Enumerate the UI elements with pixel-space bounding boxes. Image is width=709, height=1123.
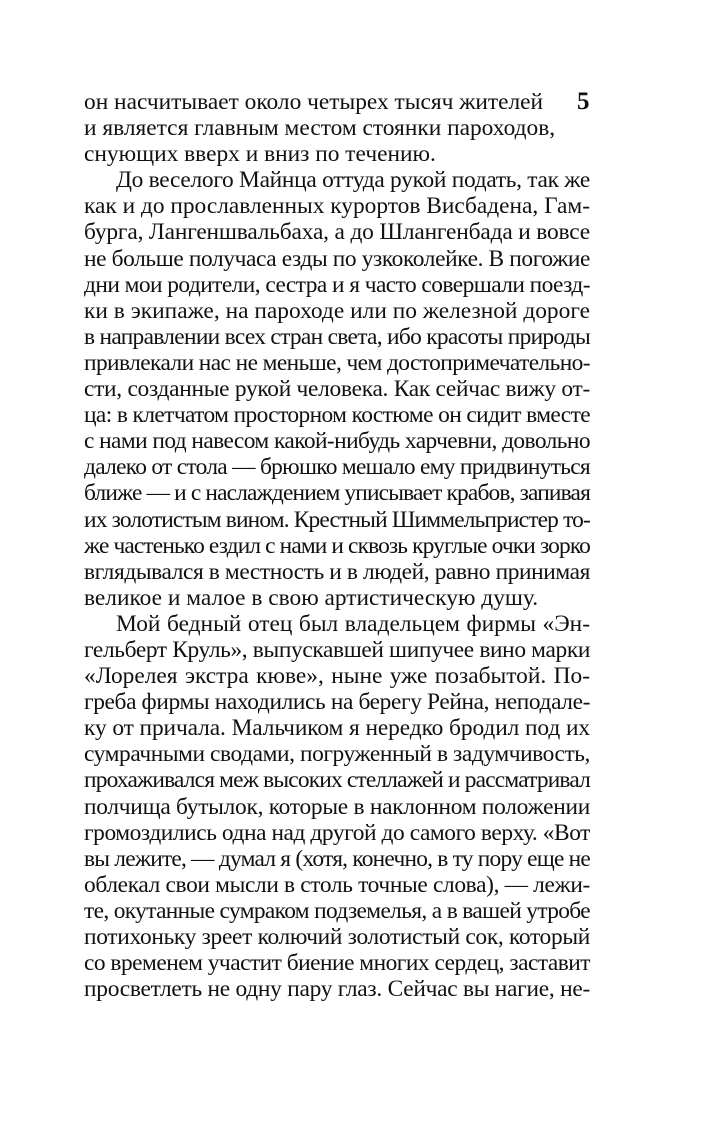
text-line: потихоньку зреет колючий золотистый сок, который [84, 924, 590, 950]
text-line: дни мои родители, сестра и я часто совершали поезд- [84, 271, 590, 298]
body-text [84, 89, 590, 1002]
text-line: «Лорелея экстра кюве», ныне уже позабытой. По- [84, 663, 590, 690]
text-line: он насчитывает около четырех тысяч жителей [84, 89, 544, 115]
text-line: ближе — и с наслаждением уписывает крабов, запивая [84, 480, 590, 507]
text-line: привлекали нас не меньше, чем достопримечательно- [84, 349, 590, 376]
text-line: греба фирмы находились на берегу Рейна, неподале- [84, 689, 590, 716]
text-line: в направлении всех стран света, ибо красоты природы [84, 323, 590, 350]
text-line: прохаживался меж высоких стеллажей и рассматривал [84, 767, 590, 794]
text-line: вы лежите, — думал я (хотя, конечно, в ту пору еще не [84, 845, 590, 872]
text-line: же частенько ездил с нами и сквозь круглые очки зорко [84, 532, 590, 559]
text-line: просветлеть не одну пару глаз. Сейчас вы нагие, не- [84, 976, 590, 1003]
text-line: и является главным местом стоянки пароходов, [84, 115, 556, 142]
text-line: как и до прославленных курортов Висбадена, Гам- [84, 193, 590, 220]
text-line: ца: в клетчатом просторном костюме он сидит вместе [84, 402, 590, 429]
text-line: со временем участит биение многих сердец, заставит [84, 950, 590, 977]
text-line: полчища бутылок, которые в наклонном положении [84, 793, 590, 820]
text-line: облекал свои мысли в столь точные слова), — лежи- [84, 871, 590, 898]
text-line: их золотистым вином. Крестный Шиммельпристер то- [84, 506, 590, 533]
text-line: с нами под навесом какой-нибудь харчевни, довольно [84, 428, 590, 455]
text-line: громоздились одна над другой до самого верху. «Вот [84, 819, 590, 846]
text-line: великое и малое в свою артистическую душу. [84, 584, 539, 611]
text-line: ки в экипаже, на пароходе или по железной дороге [84, 297, 590, 324]
text-line: не больше получаса езды по узкоколейке. В погожие [84, 245, 590, 272]
text-line: бурга, Лангеншвальбаха, а до Шлангенбада и вовсе [84, 219, 590, 246]
text-line: ку от причала. Мальчиком я нередко бродил под их [84, 715, 590, 742]
page-number: 5 [577, 88, 590, 115]
text-line: сти, созданные рукой человека. Как сейчас вижу от- [84, 376, 590, 403]
text-line: гельберт Круль», выпускавшей шипучее вино марки [84, 636, 590, 663]
text-line: Мой бедный отец был владельцем фирмы «Эн- [116, 610, 590, 637]
text-line: те, окутанные сумраком подземелья, а в вашей утробе [84, 897, 590, 924]
text-line: далеко от стола — брюшко мешало ему придвинуться [84, 454, 590, 481]
text-line: До веселого Майнца оттуда рукой подать, так же [116, 167, 590, 194]
text-line: снующих вверх и вниз по течению. [84, 141, 436, 168]
text-line: сумрачными сводами, погруженный в задумчивость, [84, 741, 590, 768]
text-line: вглядывался в местность и в людей, равно принимая [84, 558, 590, 585]
